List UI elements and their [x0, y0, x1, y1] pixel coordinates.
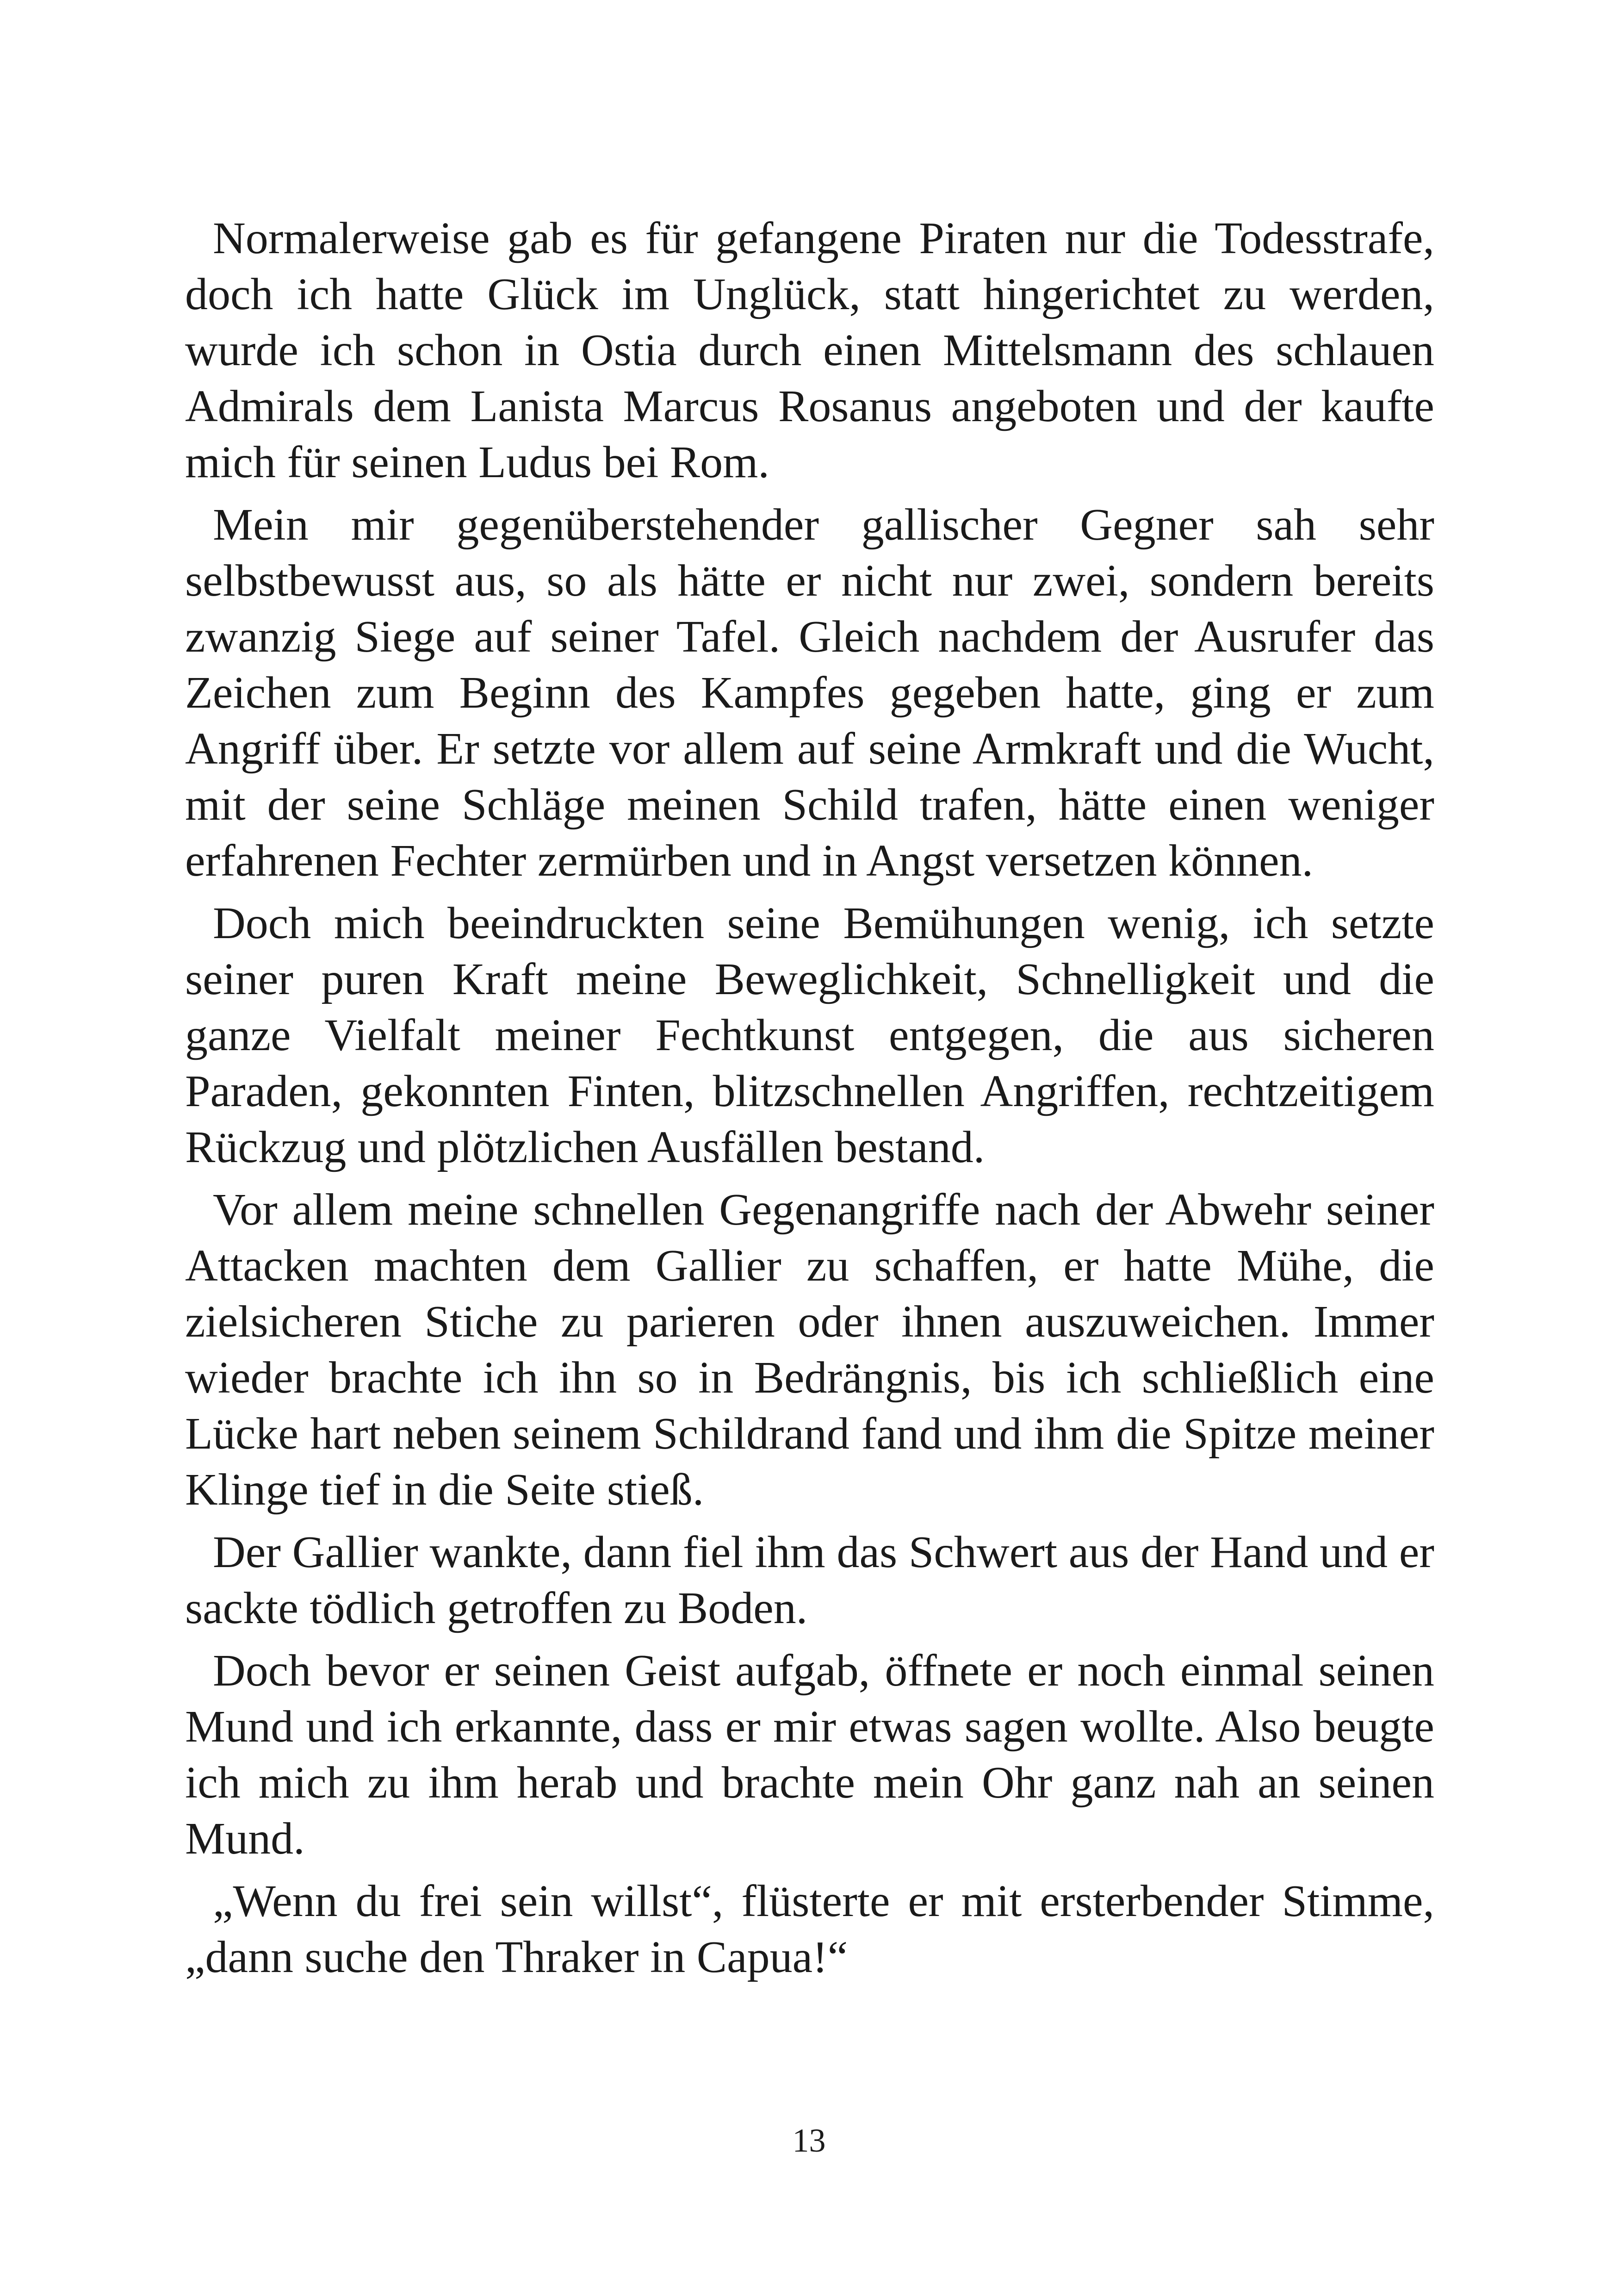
paragraph-7: „Wenn du frei sein willst“, flüsterte er mit ersterbender Stimme, „dann suche den Thraker in Capua!“: [185, 1876, 1434, 1982]
page-number: 13: [792, 2122, 826, 2159]
paragraph-6: Doch bevor er seinen Geist aufgab, öffnete er noch einmal seinen Mund und ich erkannte, dass er mir etwas sagen wollte. Also beugte ich mich zu ihm herab und brachte mein Ohr ganz nah an seinen Mund.: [185, 1646, 1434, 1864]
paragraph-1: Normalerweise gab es für gefangene Piraten nur die Todesstrafe, doch ich hatte Glück im Unglück, statt hingerichtet zu werden, wurde ich schon in Ostia durch einen Mittelsmann des schlauen Admirals dem Lanista Marcus Rosanus angeboten und der kaufte mich für seinen Ludus bei Rom.: [185, 213, 1434, 487]
paragraph-2: Mein mir gegenüberstehender gallischer Gegner sah sehr selbstbewusst aus, so als hätte er nicht nur zwei, sondern bereits zwanzig Siege auf seiner Tafel. Gleich nachdem der Ausrufer das Zeichen zum Beginn des Kampfes gegeben hatte, ging er zum Angriff über. Er setzte vor allem auf seine Armkraft und die Wucht, mit der seine Schläge meinen Schild trafen, hätte einen weniger erfahrenen Fechter zermürben und in Angst versetzen können.: [185, 500, 1434, 886]
page-body: [185, 211, 1434, 1985]
paragraph-3: Doch mich beeindruckten seine Bemühungen wenig, ich setzte seiner puren Kraft meine Beweglichkeit, Schnelligkeit und die ganze Vielfalt meiner Fechtkunst entgegen, die aus sicheren Paraden, gekonnten Finten, blitzschnellen Angriffen, rechtzeitigem Rückzug und plötzlichen Ausfällen bestand.: [185, 898, 1434, 1172]
paragraph-4: Vor allem meine schnellen Gegenangriffe nach der Abwehr seiner Attacken machten dem Gallier zu schaffen, er hatte Mühe, die zielsicheren Stiche zu parieren oder ihnen auszuweichen. Immer wieder brachte ich ihn so in Bedrängnis, bis ich schließlich eine Lücke hart neben seinem Schildrand fand und ihm die Spitze meiner Klinge tief in die Seite stieß.: [185, 1185, 1434, 1515]
paragraph-5: Der Gallier wankte, dann fiel ihm das Schwert aus der Hand und er sackte tödlich getroffen zu Boden.: [185, 1527, 1434, 1633]
